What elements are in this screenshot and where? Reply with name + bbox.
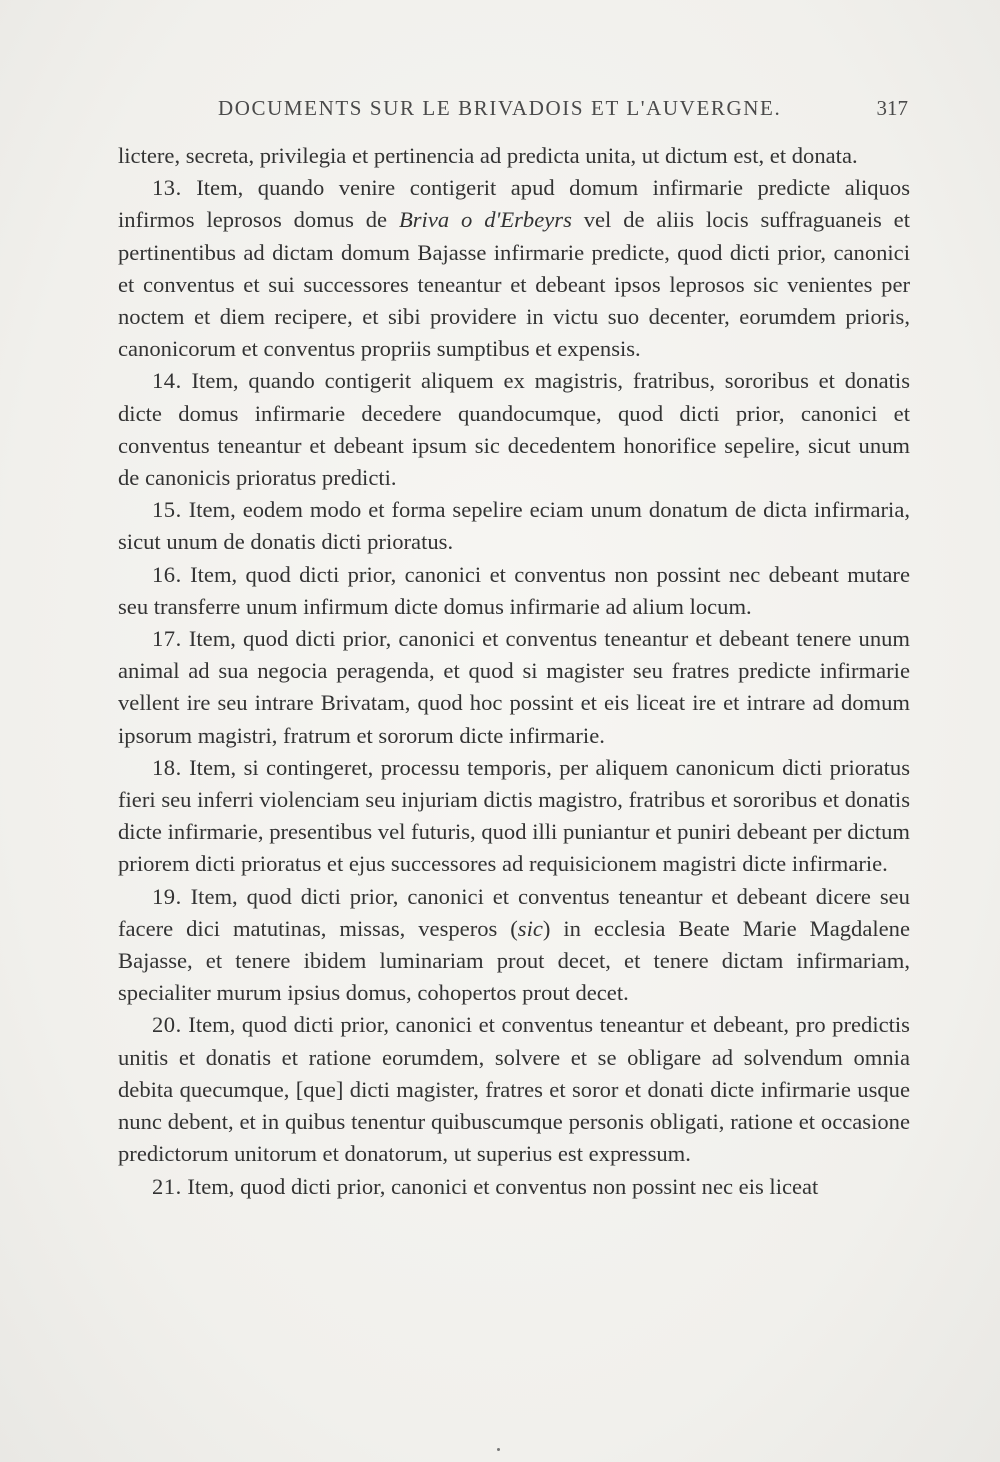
paragraph-number: 18. (152, 754, 182, 780)
paragraph-text: Item, eodem modo et forma sepelire eciam unum donatum de dicta infirmaria, sicut unum de donatis dicti prioratus. (118, 497, 910, 555)
paragraph-text: Item, quod dicti prior, canonici et conventus teneantur et debeant, pro predictis unitis et donatis et ratione eorumdem, solvere et se obligare ad solvendum omnia debita quecumque, [que] dicti magister, fratres et soror et donati dicte infirmarie usque nunc debent, et in quibus tenentur quibuscumque personis obligati, ratione et occasione predictorum unitorum et donatorum, ut superius est expressum. (118, 1012, 910, 1167)
paragraph-text: Item, quando venire contigerit apud domum infirmarie predicte aliquos infirmos leprosos domus de (118, 175, 910, 233)
paragraph-16 (118, 559, 910, 623)
paragraph-19 (118, 881, 910, 1010)
paragraph-number: 20. (152, 1012, 182, 1038)
paragraph-text: lictere, secreta, privilegia et pertinencia ad predicta unita, ut dictum est, et donata. (118, 143, 858, 168)
paragraph-18 (118, 752, 910, 881)
italic-place-name: Briva o d'Erbeyrs (398, 207, 572, 233)
paragraph-number: 14. (152, 368, 182, 394)
paragraph-text: Item, quod dicti prior, canonici et conventus non possint nec debeant mutare seu transferre unum infirmum dicte domus infirmarie ad alium locum. (118, 561, 910, 619)
paragraph-text: Item, si contingeret, processu temporis, per aliquem canonicum dicti prioratus fieri seu inferri violenciam seu injuriam dictis magistro, fratribus et sororibus et donatis dicte infirmarie, presentibus vel futuris, quod illi puniantur et puniri debeant per dictum priorem dicti prioratus et ejus successores ad requisicionem magistri dicte infirmarie. (118, 754, 910, 877)
paragraph-15 (118, 494, 910, 558)
page-speck (497, 1448, 500, 1451)
page-number: 317 (876, 96, 908, 120)
paragraph-text: Item, quando contigerit aliquem ex magistris, fratribus, sororibus et donatis dicte domus infirmarie decedere quandocumque, quod dicti prior, canonici et conventus teneantur et debeant ipsum sic decedentem honorifice sepelire, sicut unum de canonicis prioratus predicti. (118, 368, 910, 491)
paragraph-13 (118, 172, 910, 365)
paragraph-text: Item, quod dicti prior, canonici et conventus teneantur et debeant dicere seu facere dici matutinas, missas, vesperos ( (118, 883, 910, 941)
page-header (118, 96, 908, 136)
paragraph-17 (118, 623, 910, 752)
paragraph-21 (118, 1171, 910, 1203)
paragraph-20 (118, 1009, 910, 1170)
running-head: DOCUMENTS SUR LE BRIVADOIS ET L'AUVERGNE. (218, 96, 782, 120)
paragraph-text: ) in ecclesia Beate Marie Magdalene Bajasse, et tenere ibidem luminariam prout decet, et tenere dictam infirmariam, specialiter murum ipsius domus, cohopertos prout decet. (118, 915, 911, 1006)
italic-sic: sic (517, 915, 543, 941)
paragraph-number: 21. (152, 1173, 182, 1199)
paragraph-continued (118, 140, 910, 172)
paragraph-text: Item, quod dicti prior, canonici et conventus teneantur et debeant tenere unum animal ad sua negocia peragenda, et quod si magister seu fratres predicte infirmarie vellent ire seu intrare Brivatam, quod hoc possint et eis liceat ire et intrare ad domum ipsorum magistri, fratrum et sororum dicte infirmarie. (118, 626, 910, 748)
paragraph-number: 13. (152, 175, 182, 201)
paragraph-number: 17. (152, 626, 182, 652)
paragraph-number: 19. (152, 883, 182, 909)
paragraph-number: 16. (152, 561, 182, 587)
paragraph-text: Item, quod dicti prior, canonici et conventus non possint nec eis liceat (187, 1173, 819, 1199)
body-text (118, 140, 910, 1203)
paragraph-text: vel de aliis locis suffraguaneis et pertinentibus ad dictam domum Bajasse infirmarie predicte, quod dicti prior, canonici et conventus et sui successores teneantur et debeant ipsos leprosos sic venientes per noctem et diem recipere, et sibi providere in victu suo decenter, eorumdem prioris, canonicorum et conventus propriis sumptibus et expensis. (118, 207, 910, 362)
paragraph-number: 15. (152, 497, 182, 523)
paragraph-14 (118, 365, 910, 494)
